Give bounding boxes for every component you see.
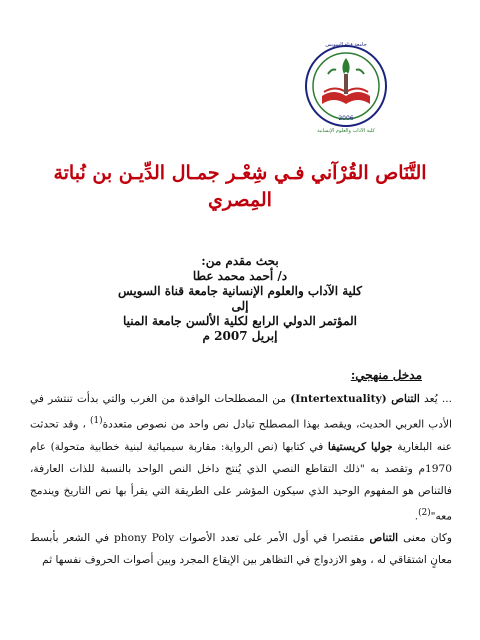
- logo-bottom-text: كلية الآداب والعلوم الإنسانية: [317, 128, 375, 134]
- section-heading: مدخل منهجي:: [350, 368, 422, 382]
- p1-start: ... يُعد: [419, 393, 452, 405]
- logo-emblem-icon: [302, 34, 390, 138]
- name-kristeva: جوليا كريستيفا: [327, 440, 393, 453]
- p1-rest3: في كتابها (نص الرواية: مقاربة سيميائية لبنية خطابية متحولة) عام 1970م وتقصد به "ذلك التقاطع النصي الذي يُنتج داخل النص الواحد بالنسبة للذات العارفة، فالتناص هو المفهوم الوحيد الذي سيكون المؤشر على الطريقة التي يقرأ بها نص التاريخ ويندمج معه": [30, 440, 452, 523]
- paragraph-2: [30, 527, 452, 571]
- body-text: [30, 388, 452, 571]
- logo-top-text: جامعة قناة السويس: [325, 42, 367, 48]
- title-line-2: المِصري: [208, 189, 272, 211]
- p2-start: وكان معنى: [398, 532, 453, 545]
- p1-rest2: ، وقد تحدثت عنه البلغارية: [30, 418, 452, 453]
- title-line-1: التَّنَاص القُرْآني فـي شِعْـر جمـال الدِّيـن بن نُباتة: [53, 162, 427, 184]
- university-logo: [302, 34, 390, 138]
- paragraph-1: [30, 388, 452, 527]
- author-faculty: كلية الآداب والعلوم الإنسانية جامعة قناة السويس: [118, 284, 362, 298]
- to-label: إلى: [231, 299, 249, 313]
- logo-year: 2006: [338, 115, 354, 122]
- footnote-ref-1[interactable]: (1): [90, 416, 103, 426]
- conference-name: المؤتمر الدولي الرابع لكلية الألسن جامعة المنيا: [122, 314, 358, 328]
- p1-end: .: [414, 510, 419, 523]
- p2-rest: مقتصرا في أول الأمر على تعدد الأصوات phony Poly في الشعر بأبسط معانٍ اشتقاقي له ، وهو الازدواج في التظاهر بين الإيقاع المجرد وبين أصوات الحروف نفسها ثم: [30, 532, 452, 567]
- footnote-ref-2[interactable]: (2): [418, 507, 431, 518]
- paper-date: إبريل 2007 م: [202, 329, 278, 343]
- author-name: د/ أحمد محمد عطا: [192, 269, 288, 283]
- term-tanas: التناص: [369, 532, 399, 545]
- paper-intro: [40, 254, 440, 344]
- p1-rest: من المصطلحات الوافدة من الغرب والتي بدأت تنتشر في الأدب العربي الحديث، ويقصد بهذا المصطلح تبادل نص واحد من نصوص متعددة: [30, 393, 452, 431]
- paper-title: [40, 160, 440, 214]
- term-intertextuality: التناص (Intertextuality): [290, 393, 420, 405]
- research-by: بحث مقدم من:: [201, 254, 279, 268]
